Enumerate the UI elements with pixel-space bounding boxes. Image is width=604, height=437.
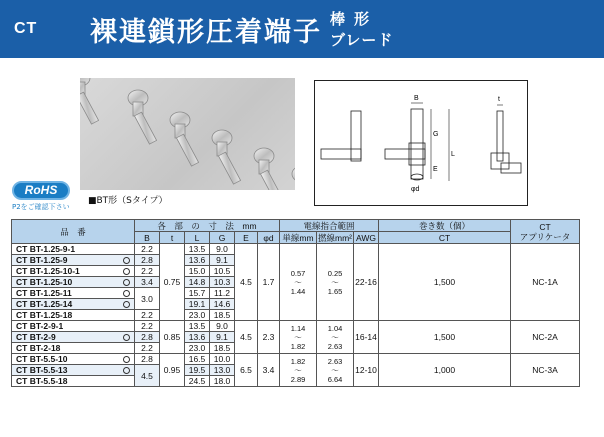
page-title: 裸連鎖形圧着端子	[90, 17, 322, 48]
cell-g: 9.0	[210, 244, 235, 255]
cell-strand	[317, 354, 354, 387]
cell-b: 3.4	[135, 277, 160, 288]
part-number: CT BT-5.5-13	[16, 365, 68, 375]
header-l: L	[185, 232, 210, 244]
header-awg: AWG	[354, 232, 379, 244]
cell-g: 9.1	[210, 332, 235, 343]
single-range-part: 1.82	[290, 356, 306, 366]
part-number: CT BT-1.25-11	[16, 288, 72, 298]
part-number: CT BT-5.5-18	[16, 376, 68, 386]
cell-g: 18.5	[210, 343, 235, 354]
part-number-cell	[12, 321, 135, 332]
part-number: CT BT-1.25-10-1	[16, 266, 80, 276]
cell-l: 13.6	[185, 332, 210, 343]
cell-l: 23.0	[185, 310, 210, 321]
part-number: CT BT-2-9	[16, 332, 56, 342]
cell-d: 1.7	[258, 244, 280, 321]
cell-b: 4.5	[135, 365, 160, 387]
strand-range-part: 6.64	[327, 374, 343, 384]
part-number-cell	[12, 288, 135, 299]
header-b: B	[135, 232, 160, 244]
cell-b: 2.2	[135, 321, 160, 332]
stock-circle-icon	[123, 290, 130, 297]
header-t: t	[160, 232, 185, 244]
part-number: CT BT-5.5-10	[16, 354, 68, 364]
header-tool: CT アプリケータ	[511, 220, 580, 244]
cell-g: 18.5	[210, 310, 235, 321]
cell-awg: 16-14	[354, 321, 379, 354]
cell-reel: 1,500	[379, 321, 511, 354]
cell-b: 2.2	[135, 266, 160, 277]
part-number-cell	[12, 266, 135, 277]
part-number-cell	[12, 332, 135, 343]
cell-t: 0.85	[160, 321, 185, 354]
table-row	[12, 354, 580, 365]
subtitle-type: 棒形	[330, 10, 379, 28]
cell-single	[280, 354, 317, 387]
table-row	[12, 244, 580, 255]
terminal-strip-illustration	[80, 78, 295, 190]
strand-range-part: 〜	[331, 277, 339, 287]
part-number-cell	[12, 365, 135, 376]
cell-tool: NC-2A	[511, 321, 580, 354]
header-single: 単線mm	[280, 232, 317, 244]
part-number-cell	[12, 310, 135, 321]
part-number-cell	[12, 244, 135, 255]
cell-b: 2.2	[135, 244, 160, 255]
part-number: CT BT-2-9-1	[16, 321, 64, 331]
cell-l: 15.7	[185, 288, 210, 299]
header-g: G	[210, 232, 235, 244]
part-number: CT BT-1.25-14	[16, 299, 73, 309]
stock-circle-icon	[123, 367, 130, 374]
cell-b: 2.8	[135, 255, 160, 266]
dim-label-e: E	[433, 166, 438, 173]
cell-d: 2.3	[258, 321, 280, 354]
cell-reel: 1,000	[379, 354, 511, 387]
cell-t: 0.95	[160, 354, 185, 387]
cell-single	[280, 321, 317, 354]
cell-l: 15.0	[185, 266, 210, 277]
header-band	[0, 0, 604, 58]
cell-e: 6.5	[235, 354, 258, 387]
cell-b: 2.2	[135, 343, 160, 354]
dim-label-g: G	[433, 131, 439, 138]
part-number-cell	[12, 343, 135, 354]
cell-g: 10.3	[210, 277, 235, 288]
part-number: CT BT-1.25-10	[16, 277, 73, 287]
cell-d: 3.4	[258, 354, 280, 387]
table-row	[12, 321, 580, 332]
cell-l: 14.8	[185, 277, 210, 288]
header-reel: 巻き数（個）	[379, 220, 511, 232]
cell-l: 19.1	[185, 299, 210, 310]
cell-strand	[317, 244, 354, 321]
cell-tool: NC-1A	[511, 244, 580, 321]
dimension-diagram	[314, 80, 528, 206]
strand-range-part: 0.25	[327, 268, 343, 278]
stock-circle-icon	[123, 356, 130, 363]
single-range-part: 1.82	[290, 341, 306, 351]
series-code: CT	[14, 20, 38, 37]
cell-g: 11.2	[210, 288, 235, 299]
rohs-badge: RoHS	[12, 181, 70, 200]
part-number-cell	[12, 354, 135, 365]
header-e: E	[235, 232, 258, 244]
strand-range-part: 1.04	[327, 323, 343, 333]
single-range-part: 0.57	[290, 268, 306, 278]
header-wire: 電線指合範囲	[280, 220, 379, 232]
cell-g: 9.1	[210, 255, 235, 266]
header-dims: 各 部 の 寸 法 mm	[135, 220, 280, 232]
part-number-cell	[12, 376, 135, 387]
part-number: CT BT-2-18	[16, 343, 61, 353]
stock-circle-icon	[123, 268, 130, 275]
spec-table	[11, 219, 580, 387]
cell-single	[280, 244, 317, 321]
cell-l: 13.6	[185, 255, 210, 266]
cell-strand	[317, 321, 354, 354]
product-photo	[80, 78, 295, 190]
cell-l: 16.5	[185, 354, 210, 365]
subtitle-blade: ブレード	[330, 31, 394, 49]
single-range-part: 1.44	[290, 286, 306, 296]
stock-circle-icon	[123, 279, 130, 286]
header-strand: 撚線mm²	[318, 232, 352, 243]
cell-t: 0.75	[160, 244, 185, 321]
strand-range-part: 〜	[331, 332, 339, 342]
cell-l: 24.5	[185, 376, 210, 387]
cell-b: 2.8	[135, 332, 160, 343]
stock-circle-icon	[123, 334, 130, 341]
cell-awg: 12-10	[354, 354, 379, 387]
dim-label-t: t	[498, 96, 500, 103]
single-range-part: 1.14	[290, 323, 306, 333]
header-d: φd	[258, 232, 280, 244]
part-number: CT BT-1.25-9	[16, 255, 68, 265]
stock-circle-icon	[123, 257, 130, 264]
rohs-note: P2をご確認下さい	[12, 203, 70, 211]
single-range-part: 〜	[294, 365, 302, 375]
dim-label-b: B	[414, 95, 419, 102]
strand-range-part: 2.63	[327, 341, 343, 351]
part-number: CT BT-1.25-9-1	[16, 244, 76, 254]
cell-l: 13.5	[185, 321, 210, 332]
single-range-part: 〜	[294, 332, 302, 342]
cell-g: 18.0	[210, 376, 235, 387]
header-ct: CT	[379, 232, 511, 244]
cell-g: 14.6	[210, 299, 235, 310]
cell-l: 23.0	[185, 343, 210, 354]
cell-l: 19.5	[185, 365, 210, 376]
part-number-cell	[12, 277, 135, 288]
photo-caption: ■BT形（Sタイプ）	[88, 196, 168, 206]
cell-g: 10.0	[210, 354, 235, 365]
cell-e: 4.5	[235, 321, 258, 354]
cell-tool: NC-3A	[511, 354, 580, 387]
single-range-part: 〜	[294, 277, 302, 287]
part-number: CT BT-1.25-18	[16, 310, 73, 320]
dim-label-l: L	[451, 151, 455, 158]
part-number-cell	[12, 255, 135, 266]
strand-range-part: 2.63	[327, 356, 343, 366]
cell-awg: 22-16	[354, 244, 379, 321]
cell-g: 13.0	[210, 365, 235, 376]
header-part: 品 番	[12, 220, 135, 244]
dim-label-d: φd	[411, 186, 420, 193]
strand-range-part: 1.65	[327, 286, 343, 296]
cell-b: 2.8	[135, 354, 160, 365]
part-number-cell	[12, 299, 135, 310]
single-range-part: 2.89	[290, 374, 306, 384]
cell-b: 3.0	[135, 288, 160, 310]
cell-l: 13.5	[185, 244, 210, 255]
cell-g: 9.0	[210, 321, 235, 332]
cell-b: 2.2	[135, 310, 160, 321]
strand-range-part: 〜	[331, 365, 339, 375]
cell-reel: 1,500	[379, 244, 511, 321]
cell-e: 4.5	[235, 244, 258, 321]
cell-g: 10.5	[210, 266, 235, 277]
stock-circle-icon	[123, 301, 130, 308]
